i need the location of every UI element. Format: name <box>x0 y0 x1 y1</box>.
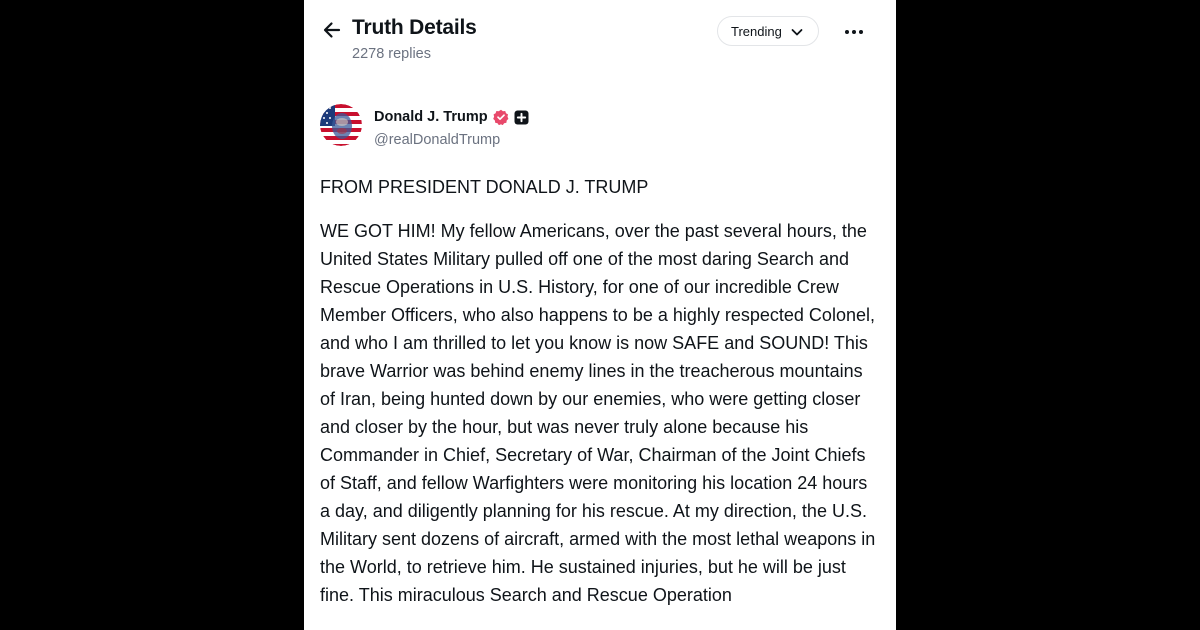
replies-count: 2278 replies <box>352 46 431 62</box>
truth-details-panel <box>304 0 896 630</box>
back-button[interactable] <box>320 18 344 42</box>
plus-badge-icon <box>514 110 529 125</box>
post-author <box>320 104 880 150</box>
author-name-row <box>374 109 529 125</box>
verified-badge-icon <box>493 109 509 125</box>
arrow-left-icon <box>322 20 342 40</box>
author-name[interactable]: Donald J. Trump <box>374 109 488 125</box>
page-title: Truth Details <box>352 16 477 39</box>
chevron-down-icon <box>790 25 804 39</box>
avatar-image <box>320 104 362 146</box>
post-intro: FROM PRESIDENT DONALD J. TRUMP <box>320 177 649 197</box>
post-body: WE GOT HIM! My fellow Americans, over the past several hours, the United States Military pulled off one of the most daring Search and Rescue Operations in U.S. History, for one of our incredible Crew Member Officers, who also happens to be a highly respected Colonel, and who I am thrilled to let you know is now SAFE and SOUND! This brave Warrior was behind enemy lines in the treacherous mountains of Iran, being hunted down by our enemies, who were getting closer and closer by the hour, but was never truly alone because his Commander in Chief, Secretary of War, Chairman of the Joint Chiefs of Staff, and fellow Warfighters were monitoring his location 24 hours a day, and diligently planning for his rescue. At my direction, the U.S. Military sent dozens of aircraft, armed with the most lethal weapons in the World, to retrieve him. He sustained injuries, but he will be just fine. This miraculous Search and Rescue Operation <box>320 221 876 605</box>
author-handle[interactable]: @realDonaldTrump <box>374 132 501 148</box>
more-horizontal-icon <box>845 30 863 34</box>
sort-label: Trending <box>731 23 782 39</box>
avatar[interactable] <box>320 104 362 146</box>
page-header <box>304 0 896 80</box>
sort-dropdown[interactable] <box>717 16 819 46</box>
post-content <box>320 173 880 625</box>
more-options-button[interactable] <box>842 22 866 42</box>
